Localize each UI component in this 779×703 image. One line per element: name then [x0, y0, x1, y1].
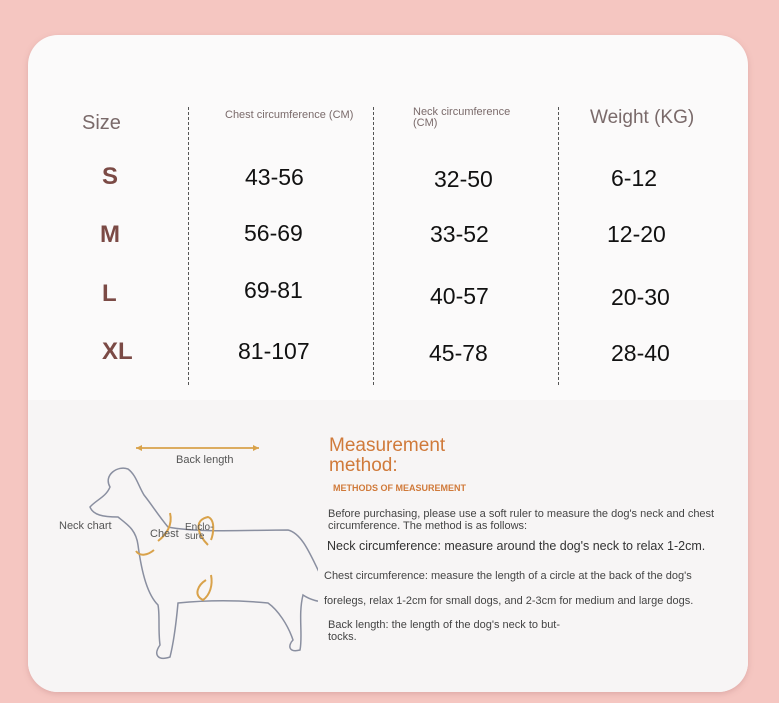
back-instruction	[328, 619, 560, 643]
enclosure-line-2: sure	[185, 531, 205, 542]
size-label: L	[102, 280, 117, 307]
back-line-1: Back length: the length of the dog's neck to but-	[328, 619, 561, 631]
neck-instruction: Neck circumference: measure around the dog's neck to relax 1-2cm.	[327, 539, 706, 553]
neck-chart-label: Neck chart	[59, 520, 112, 532]
header-weight: Weight (KG)	[590, 107, 695, 128]
dog-outline-illustration	[48, 435, 318, 665]
neck-value: 33-52	[430, 221, 489, 247]
column-divider	[188, 107, 189, 385]
method-title-line-2: method:	[329, 455, 398, 476]
intro-line-2: circumference. The method is as follows:	[328, 520, 528, 532]
header-chest: Chest circumference (CM)	[225, 109, 354, 121]
size-label: M	[100, 221, 120, 248]
method-title-line-1: Measurement	[329, 435, 446, 456]
chest-value: 43-56	[245, 164, 304, 190]
chest-instruction-line-2: forelegs, relax 1-2cm for small dogs, and 2-3cm for medium and large dogs.	[324, 595, 694, 607]
method-title	[329, 436, 445, 476]
method-intro	[328, 508, 714, 532]
weight-value: 20-30	[611, 284, 670, 310]
back-line-2: tocks.	[328, 631, 357, 643]
enclosure-label	[185, 523, 213, 541]
weight-value: 6-12	[611, 165, 658, 191]
size-label: S	[102, 163, 119, 190]
header-size: Size	[82, 112, 121, 134]
intro-line-1: Before purchasing, please use a soft ruler to measure the dog's neck and chest	[328, 508, 715, 520]
size-label: XL	[102, 338, 133, 365]
neck-value: 32-50	[434, 166, 493, 192]
enclosure-line-1: Enclo-	[185, 522, 214, 533]
neck-value: 45-78	[429, 340, 488, 366]
chest-value: 81-107	[238, 338, 310, 364]
weight-value: 28-40	[611, 340, 670, 366]
chest-value: 56-69	[244, 220, 303, 246]
chest-value: 69-81	[244, 277, 303, 303]
header-neck: Neck circumference (CM)	[413, 106, 511, 129]
column-divider	[558, 107, 559, 385]
column-divider	[373, 107, 374, 385]
method-subtitle: METHODS OF MEASUREMENT	[333, 483, 467, 493]
neck-value: 40-57	[430, 283, 489, 309]
chest-label: Chest	[150, 528, 179, 540]
back-length-label: Back length	[176, 454, 234, 466]
chest-instruction-line-1: Chest circumference: measure the length of a circle at the back of the dog's	[324, 570, 692, 582]
weight-value: 12-20	[607, 221, 666, 247]
size-chart-card	[28, 35, 748, 692]
